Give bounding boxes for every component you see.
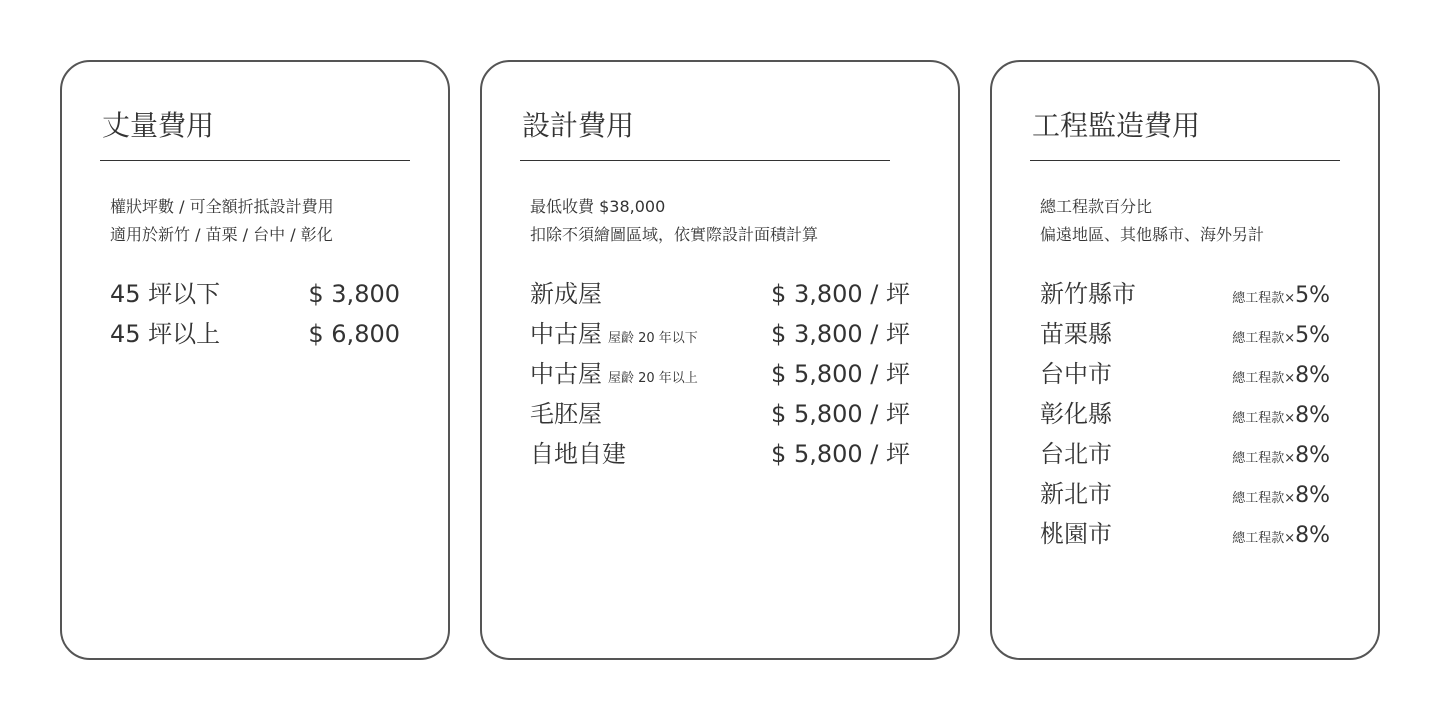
rate [1232, 436, 1330, 479]
price-row [530, 434, 910, 474]
rate [1232, 396, 1330, 439]
price-row [530, 394, 910, 434]
rate [1232, 476, 1330, 519]
rate-row [1040, 354, 1330, 394]
rate-value: 5% [1295, 323, 1330, 348]
row-label: 中古屋 [530, 320, 602, 348]
row-price: $ 6,800 [308, 320, 400, 348]
rate-row [1040, 514, 1330, 554]
row-label: 自地自建 [530, 440, 626, 468]
price-row [110, 314, 400, 354]
row-label: 45 坪以下 [110, 280, 221, 308]
rate-row [1040, 314, 1330, 354]
supervision-fee-card [990, 60, 1380, 660]
row-label: 中古屋 [530, 360, 602, 388]
rate-value: 8% [1295, 523, 1330, 548]
row-price: $ 5,800 / 坪 [771, 360, 910, 388]
card-notes [530, 193, 818, 249]
price-list [530, 274, 910, 474]
row-label: 彰化縣 [1040, 400, 1112, 428]
rate-row [1040, 474, 1330, 514]
design-fee-card [480, 60, 960, 660]
rate-value: 8% [1295, 363, 1330, 388]
rate-row [1040, 434, 1330, 474]
row-label: 新竹縣市 [1040, 280, 1136, 308]
rate [1232, 516, 1330, 559]
price-row [530, 314, 910, 354]
row-label: 台北市 [1040, 440, 1112, 468]
rate-list [1040, 274, 1330, 554]
measurement-fee-card [60, 60, 450, 660]
note-line: 權狀坪數 / 可全額折抵設計費用 [110, 197, 334, 216]
note-line: 適用於新竹 / 苗栗 / 台中 / 彰化 [110, 225, 333, 244]
rate-value: 8% [1295, 403, 1330, 428]
note-line: 扣除不須繪圖區域，依實際設計面積計算 [530, 225, 819, 244]
price-row [530, 354, 910, 394]
row-label: 台中市 [1040, 360, 1112, 388]
note-line: 最低收費 $38,000 [530, 197, 666, 216]
rate-row [1040, 394, 1330, 434]
row-sublabel: 屋齡 20 年以上 [608, 371, 698, 386]
title-divider [1030, 160, 1340, 161]
row-label: 苗栗縣 [1040, 320, 1112, 348]
rate-prefix: 總工程款× [1232, 491, 1296, 506]
title-divider [100, 160, 410, 161]
row-price: $ 3,800 / 坪 [771, 320, 910, 348]
price-row [530, 274, 910, 314]
rate-prefix: 總工程款× [1232, 331, 1296, 346]
rate [1232, 356, 1330, 399]
rate-row [1040, 274, 1330, 314]
row-price: $ 5,800 / 坪 [771, 440, 910, 468]
rate [1232, 276, 1330, 319]
row-price: $ 3,800 [308, 280, 400, 308]
rate [1232, 316, 1330, 359]
card-notes [110, 193, 334, 249]
rate-prefix: 總工程款× [1232, 531, 1296, 546]
row-label: 新成屋 [530, 280, 602, 308]
title-divider [520, 160, 890, 161]
row-label: 45 坪以上 [110, 320, 221, 348]
rate-value: 8% [1295, 443, 1330, 468]
rate-value: 8% [1295, 483, 1330, 508]
row-price: $ 5,800 / 坪 [771, 400, 910, 428]
row-label: 毛胚屋 [530, 400, 602, 428]
row-price: $ 3,800 / 坪 [771, 280, 910, 308]
row-label: 新北市 [1040, 480, 1112, 508]
card-title: 丈量費用 [102, 109, 215, 142]
price-list [110, 274, 400, 354]
card-title: 設計費用 [522, 109, 635, 142]
rate-prefix: 總工程款× [1232, 371, 1296, 386]
rate-prefix: 總工程款× [1232, 451, 1296, 466]
price-row [110, 274, 400, 314]
card-title: 工程監造費用 [1032, 109, 1201, 142]
note-line: 偏遠地區、其他縣市、海外另計 [1040, 225, 1265, 244]
row-sublabel: 屋齡 20 年以下 [608, 331, 698, 346]
rate-prefix: 總工程款× [1232, 411, 1296, 426]
row-label: 桃園市 [1040, 520, 1112, 548]
rate-prefix: 總工程款× [1232, 291, 1296, 306]
note-line: 總工程款百分比 [1040, 197, 1153, 216]
card-notes [1040, 193, 1264, 249]
rate-value: 5% [1295, 283, 1330, 308]
